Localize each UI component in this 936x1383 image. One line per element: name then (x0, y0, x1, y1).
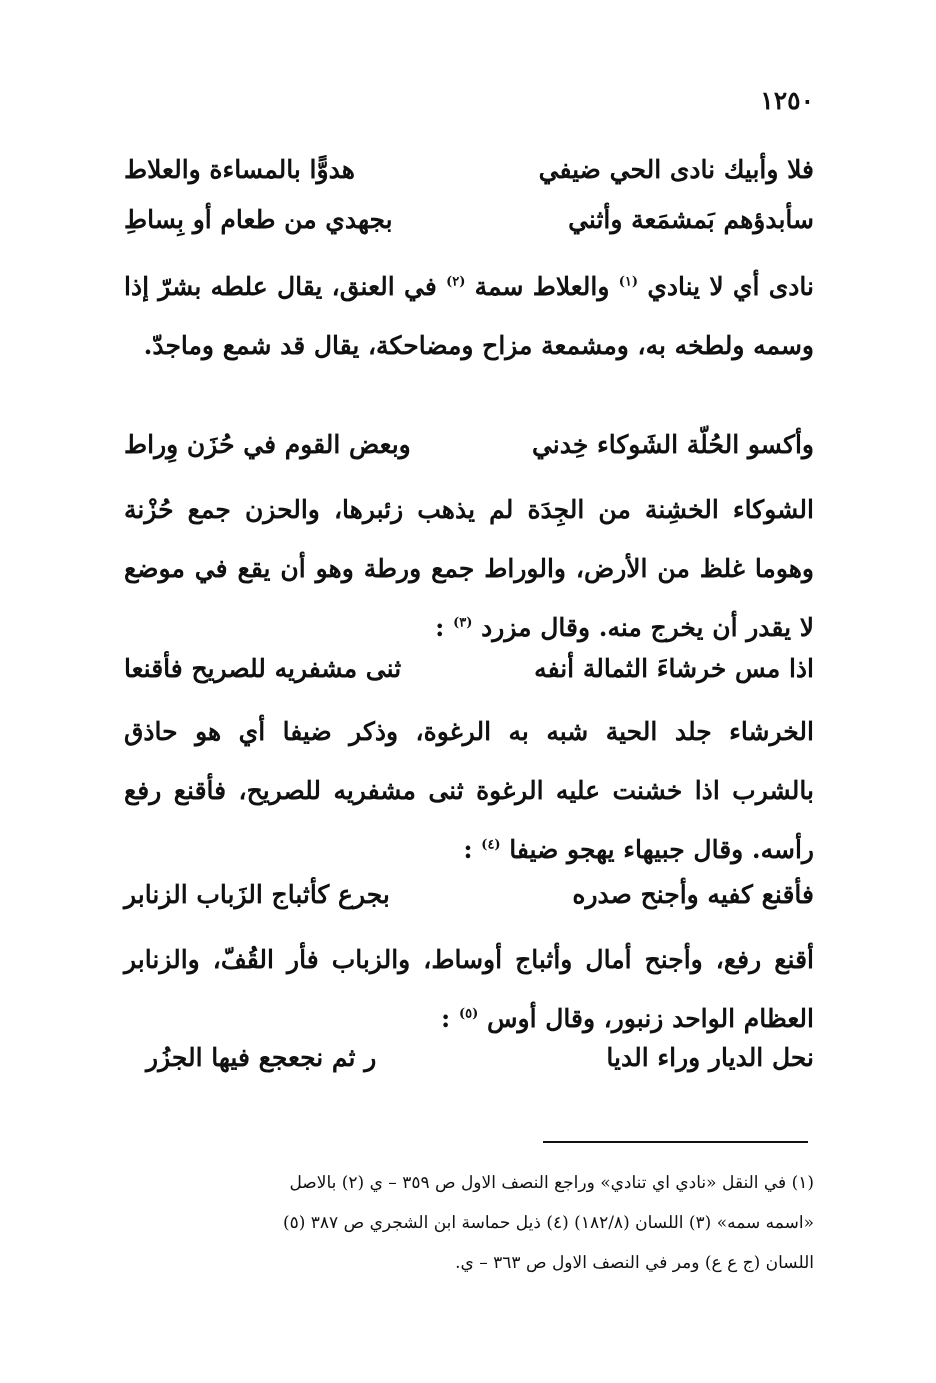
footnote-line: اللسان (ج ع ع) ومر في النصف الاول ص ٣٦٣ – ي. (455, 1253, 814, 1273)
paragraph-text: : (435, 613, 445, 642)
footnote-ref: (١) (618, 274, 639, 290)
paragraph-text: نادى أي لا ينادي (647, 272, 814, 301)
footnote-line: «اسمه سمه» (٣) اللسان (١٨٢/٨) (٤) ذيل حماسة ابن الشجري ص ٣٨٧ (٥) (282, 1213, 814, 1233)
commentary-paragraph (124, 930, 814, 1048)
paragraph-text: والعلاط سمة (474, 272, 610, 301)
verse-line (124, 430, 814, 474)
verse-line (124, 654, 814, 698)
footnote-ref: (٣) (453, 615, 473, 631)
verse-line (124, 1043, 814, 1087)
commentary-paragraph (124, 702, 814, 879)
verse-second-hemistich: ثنى مشفريه للصريح فأقنعا (124, 654, 402, 683)
verse-second-hemistich: هدوًّا بالمساءة والعلاط (124, 155, 355, 184)
verse-line (124, 205, 814, 249)
footnote-line: (١) في النقل «نادي اي تنادي» وراجع النصف الاول ص ٣٥٩ – ي (٢) بالاصل (289, 1173, 814, 1193)
verse-second-hemistich: ر ثم نجعجع فيها الجزُر (146, 1043, 377, 1072)
paragraph-text: الخرشاء جلد الحية شبه به الرغوة، وذكر ضيفا أي هو حاذق بالشرب اذا خشنت عليه الرغوة ثنى مشفريه للصريح، فأقنع رفع رأسه. وقال جبيهاء يهجو ضيفا (124, 717, 814, 864)
verse-first-hemistich: نحل الديار وراء الديا (606, 1043, 814, 1072)
footnotes (124, 1163, 814, 1283)
verse-second-hemistich: بجهدي من طعام أو بِساطِ (124, 205, 393, 234)
verse-line (124, 880, 814, 924)
paragraph-text: في العنق، يقال علطه بشرّ إذا وسمه ولطخه به، ومشمعة مزاح ومضاحكة، يقال قد شمع وماجدّ. (124, 272, 814, 360)
verse-second-hemistich: وبعض القوم في حُزَن وِراط (124, 430, 411, 459)
verse-first-hemistich: وأكسو الحُلّة الشَوكاء خِدني (531, 430, 814, 459)
verse-first-hemistich: اذا مس خرشاءَ الثمالة أنفه (534, 654, 814, 683)
paragraph-text: الشوكاء الخشِنة من الجِدَة لم يذهب زئبرها، والحزن جمع حُزْنة وهوما غلظ من الأرض، والوراط جمع ورطة وهو أن يقع في موضع لا يقدر أن يخرج منه. وقال مزرد (124, 495, 814, 642)
page-number: ١٢٥٠ (760, 86, 814, 115)
verse-first-hemistich: فلا وأبيك نادى الحي ضيفي (538, 155, 814, 184)
footnote-ref: (٤) (481, 837, 501, 853)
footnote-divider (543, 1141, 808, 1143)
paragraph-text: أقنع رفع، وأجنح أمال وأثباج أوساط، والزباب فأر القُفّ، والزنابر العظام الواحد زنبور، وقال أوس (124, 945, 814, 1033)
verse-first-hemistich: فأقنع كفيه وأجنح صدره (572, 880, 814, 909)
paragraph-text: : (463, 835, 473, 864)
verse-line (124, 155, 814, 199)
footnote-ref: (٥) (458, 1006, 479, 1022)
commentary-paragraph (124, 480, 814, 657)
verse-first-hemistich: سأبدؤهم بَمشمَعة وأثني (568, 205, 814, 234)
verse-second-hemistich: بجرع كأثباج الزَباب الزنابر (124, 880, 390, 909)
footnote-ref: (٢) (446, 274, 466, 290)
paragraph-text: : (441, 1004, 451, 1033)
commentary-paragraph (124, 257, 814, 375)
